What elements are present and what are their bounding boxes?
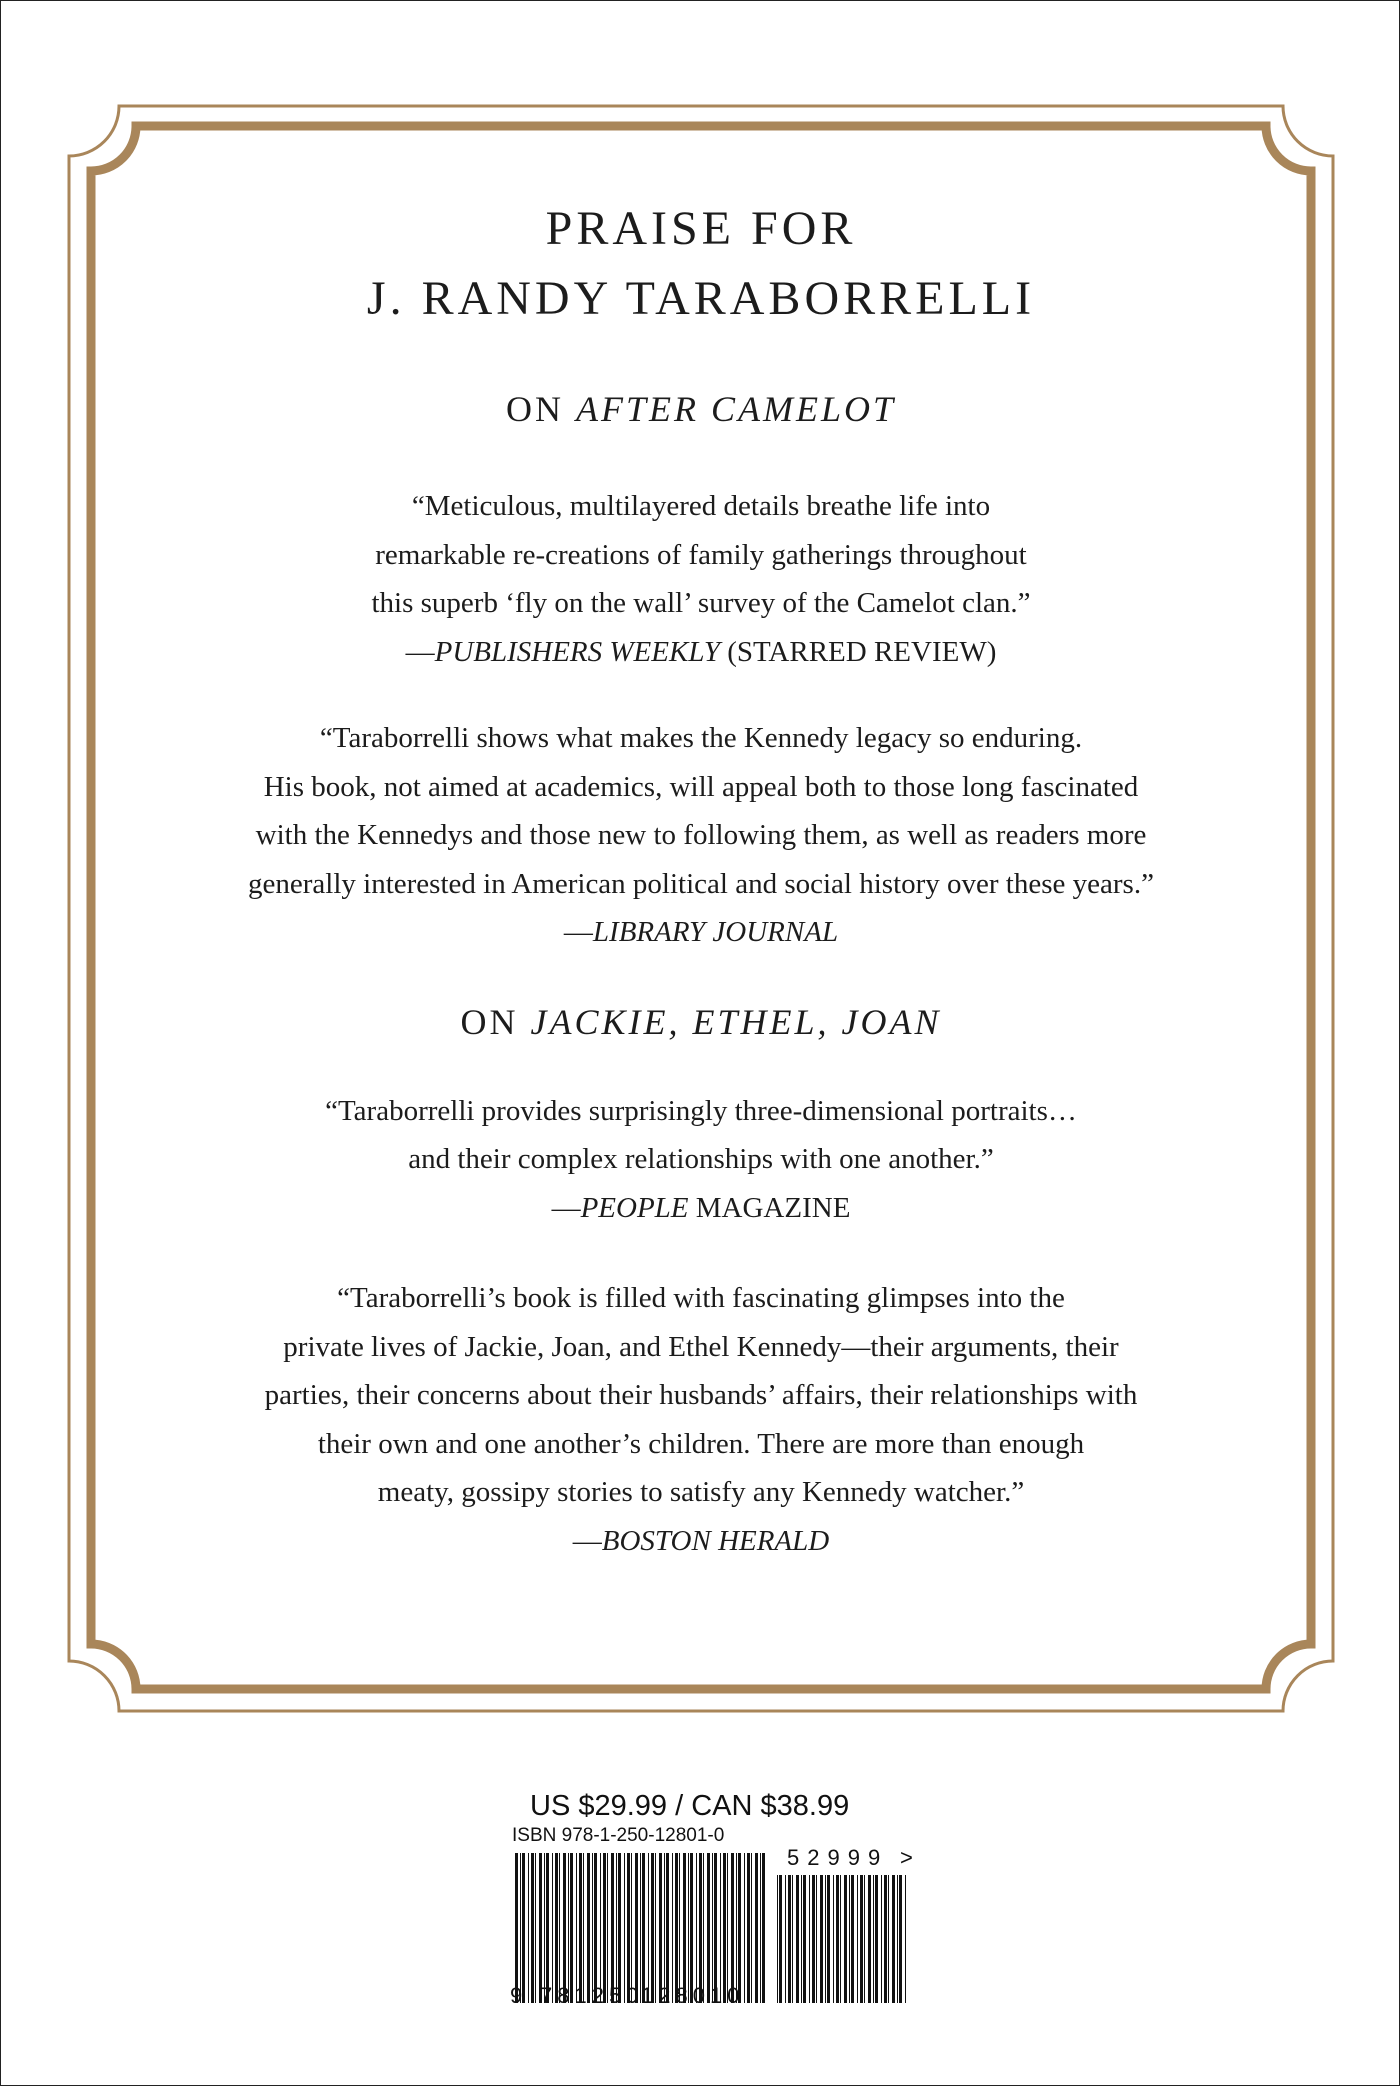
quote-text (151, 1087, 1251, 1184)
quote-text (151, 714, 1251, 908)
barcode-bar (720, 1853, 721, 2003)
title-line-1: PRAISE FOR (545, 202, 857, 255)
barcode-bar (576, 1853, 577, 2003)
barcode-bar (672, 1853, 673, 2003)
barcode-bar (648, 1853, 649, 2003)
barcode-bar (803, 1875, 806, 2003)
barcode-bar (699, 1853, 702, 2003)
barcode-bar (624, 1853, 625, 2003)
barcode-bar (563, 1853, 566, 2003)
barcode-bar (642, 1853, 645, 2003)
attribution-dash: — (551, 1191, 581, 1224)
page-title (151, 194, 1251, 334)
attribution-dash: — (563, 916, 593, 948)
barcode-bar (635, 1853, 638, 2003)
attribution-source: BOSTON HERALD (601, 1524, 830, 1557)
barcode-bar (627, 1853, 630, 2003)
barcode-bar (833, 1875, 834, 2003)
barcode-bar (520, 1853, 521, 2003)
barcode-bar (616, 1853, 617, 2003)
quote-line: their own and one another’s children. There are more than enough (317, 1427, 1085, 1460)
barcode-bar (888, 1875, 889, 2003)
barcode-bar (679, 1853, 680, 2003)
barcode-bar (631, 1853, 632, 2003)
barcode-bar (528, 1853, 529, 2003)
title-line-2: J. RANDY TARABORRELLI (366, 272, 1036, 325)
barcode-bar (714, 1853, 717, 2003)
attribution-dash: — (405, 635, 435, 668)
barcode-addon-digits: 52999 (787, 1845, 889, 1870)
barcode-bar (820, 1875, 823, 2003)
barcode-bar (640, 1853, 641, 2003)
barcode-bar (611, 1853, 614, 2003)
barcode-bar (796, 1875, 799, 2003)
barcode-bar (559, 1853, 560, 2003)
barcode-bar (884, 1875, 887, 2003)
barcode-bar (651, 1853, 654, 2003)
barcode-bar (655, 1853, 656, 2003)
barcode-bar (897, 1875, 898, 2003)
barcode-bar (546, 1853, 549, 2003)
barcode-bar (905, 1875, 906, 2003)
barcode-bar (552, 1853, 553, 2003)
barcode-bar (683, 1853, 686, 2003)
barcode-bar (544, 1853, 545, 2003)
barcode-bar (607, 1853, 608, 2003)
barcode-bar (515, 1853, 518, 2003)
barcode-bar (857, 1875, 858, 2003)
quote-line: “Taraborrelli provides surprisingly three-dimensional portraits… (325, 1094, 1077, 1127)
section-heading-after-camelot (151, 384, 1251, 434)
barcode-bar (881, 1875, 882, 2003)
barcode-bar (840, 1875, 841, 2003)
barcode-bar (792, 1875, 793, 2003)
barcode-bar (587, 1853, 590, 2003)
barcode-digits-right: 128010 (641, 1983, 745, 2008)
barcode-bar (851, 1875, 854, 2003)
barcode-bar (570, 1853, 573, 2003)
isbn-label: ISBN 978-1-250-12801-0 (512, 1825, 725, 1846)
quote-line: this superb ‘fly on the wall’ survey of the Camelot clan.” (371, 587, 1031, 619)
barcode-bar (809, 1875, 810, 2003)
attribution-source: PEOPLE (580, 1191, 689, 1224)
barcode-bar (688, 1853, 689, 2003)
barcode-bar (535, 1853, 536, 2003)
quote-line: meaty, gossipy stories to satisfy any Kennedy watcher.” (377, 1476, 1025, 1508)
barcode-bar (875, 1875, 878, 2003)
barcode-bar (873, 1875, 874, 2003)
barcode-bar (594, 1853, 597, 2003)
barcode-bar (816, 1875, 817, 2003)
barcode-bar (760, 1853, 761, 2003)
quote-line: “Taraborrelli shows what makes the Kennedy legacy so enduring. (319, 722, 1083, 754)
barcode-bar (849, 1875, 850, 2003)
barcode-bar (731, 1853, 734, 2003)
quote-line: and their complex relationships with one another.” (408, 1143, 994, 1175)
barcode-bar (836, 1875, 839, 2003)
quote-text (151, 482, 1251, 628)
price-isbn-block (512, 1788, 932, 1848)
quote-line: parties, their concerns about their husbands’ affairs, their relationships with (264, 1379, 1138, 1411)
barcode-bar (583, 1853, 584, 2003)
attribution-dash: — (572, 1524, 602, 1557)
quote-text (151, 1274, 1251, 1517)
barcode-bar (707, 1853, 710, 2003)
barcode-bar (675, 1853, 678, 2003)
barcode-bar (868, 1875, 871, 2003)
quote-attribution (151, 908, 1251, 957)
section-heading-prefix: ON (505, 389, 564, 429)
quote-line: “Meticulous, multilayered details breathe life into (411, 490, 991, 522)
barcode-bar (755, 1853, 758, 2003)
barcode-bar (696, 1853, 697, 2003)
barcode-bar (618, 1853, 621, 2003)
barcode-bar (892, 1875, 895, 2003)
barcode-bar (727, 1853, 728, 2003)
quote-line: generally interested in American political and social history over these years.” (248, 867, 1154, 900)
quote-line: remarkable re-creations of family gatherings throughout (375, 538, 1027, 571)
barcode-bar (738, 1853, 741, 2003)
barcode-bar (777, 1875, 778, 2003)
quote-attribution (151, 1517, 1251, 1566)
barcode-bar (568, 1853, 569, 2003)
barcode-bar (723, 1853, 726, 2003)
quote-attribution (151, 628, 1251, 677)
barcode-bar (779, 1875, 782, 2003)
barcode-bar (659, 1853, 662, 2003)
section-heading-title: AFTER CAMELOT (575, 389, 896, 429)
barcode (510, 1845, 918, 2018)
quote-line: with the Kennedys and those new to following them, as well as readers more (255, 819, 1147, 851)
price-label: US $29.99 / CAN $38.99 (530, 1790, 850, 1822)
quote-library-journal (151, 714, 1251, 957)
section-heading-title: JACKIE, ETHEL, JOAN (530, 1001, 942, 1042)
barcode-bar (522, 1853, 525, 2003)
barcode-bar (736, 1853, 737, 2003)
attribution-suffix: (STARRED REVIEW) (720, 635, 997, 668)
barcode-bar (864, 1875, 865, 2003)
quote-line: private lives of Jackie, Joan, and Ethel Kennedy—their arguments, their (283, 1330, 1119, 1363)
attribution-source: PUBLISHERS WEEKLY (434, 635, 720, 668)
barcode-bar (751, 1853, 752, 2003)
barcode-bar (703, 1853, 704, 2003)
barcode-bar (844, 1875, 847, 2003)
barcode-bar (600, 1853, 601, 2003)
barcode-bar (762, 1853, 765, 2003)
barcode-bar (827, 1875, 830, 2003)
barcode-bar (747, 1853, 750, 2003)
barcode-bar (539, 1853, 542, 2003)
barcode-bar (531, 1853, 534, 2003)
attribution-suffix: MAGAZINE (688, 1191, 851, 1224)
barcode-bar (664, 1853, 665, 2003)
section-heading-prefix: ON (460, 1001, 519, 1042)
barcode-addon-marker: > (900, 1845, 918, 1870)
barcode-bar (555, 1853, 558, 2003)
barcode-bar (825, 1875, 826, 2003)
barcode-bar (788, 1875, 791, 2003)
barcode-bar (712, 1853, 713, 2003)
barcode-bar (860, 1875, 863, 2003)
quote-publishers-weekly (151, 482, 1251, 676)
barcode-bar (801, 1875, 802, 2003)
praise-content (151, 186, 1251, 1565)
barcode-bar (592, 1853, 593, 2003)
quote-people-magazine (151, 1087, 1251, 1233)
barcode-digit-lead: 9 (510, 1983, 523, 2008)
barcode-bar (579, 1853, 582, 2003)
quote-line: His book, not aimed at academics, will appeal both to those long fascinated (263, 770, 1139, 803)
barcode-bar (666, 1853, 669, 2003)
barcode-bar (690, 1853, 693, 2003)
attribution-source: LIBRARY JOURNAL (592, 916, 839, 948)
barcode-bar (812, 1875, 815, 2003)
barcode-bar (603, 1853, 606, 2003)
barcode-digits-left: 781250 (540, 1983, 644, 2008)
barcode-bar (785, 1875, 786, 2003)
quote-boston-herald (151, 1274, 1251, 1565)
quote-line: “Taraborrelli’s book is filled with fascinating glimpses into the (337, 1282, 1065, 1314)
quote-attribution (151, 1184, 1251, 1233)
barcode-bar (899, 1875, 902, 2003)
barcode-bar (744, 1853, 745, 2003)
section-heading-jackie-ethel-joan (151, 997, 1251, 1047)
